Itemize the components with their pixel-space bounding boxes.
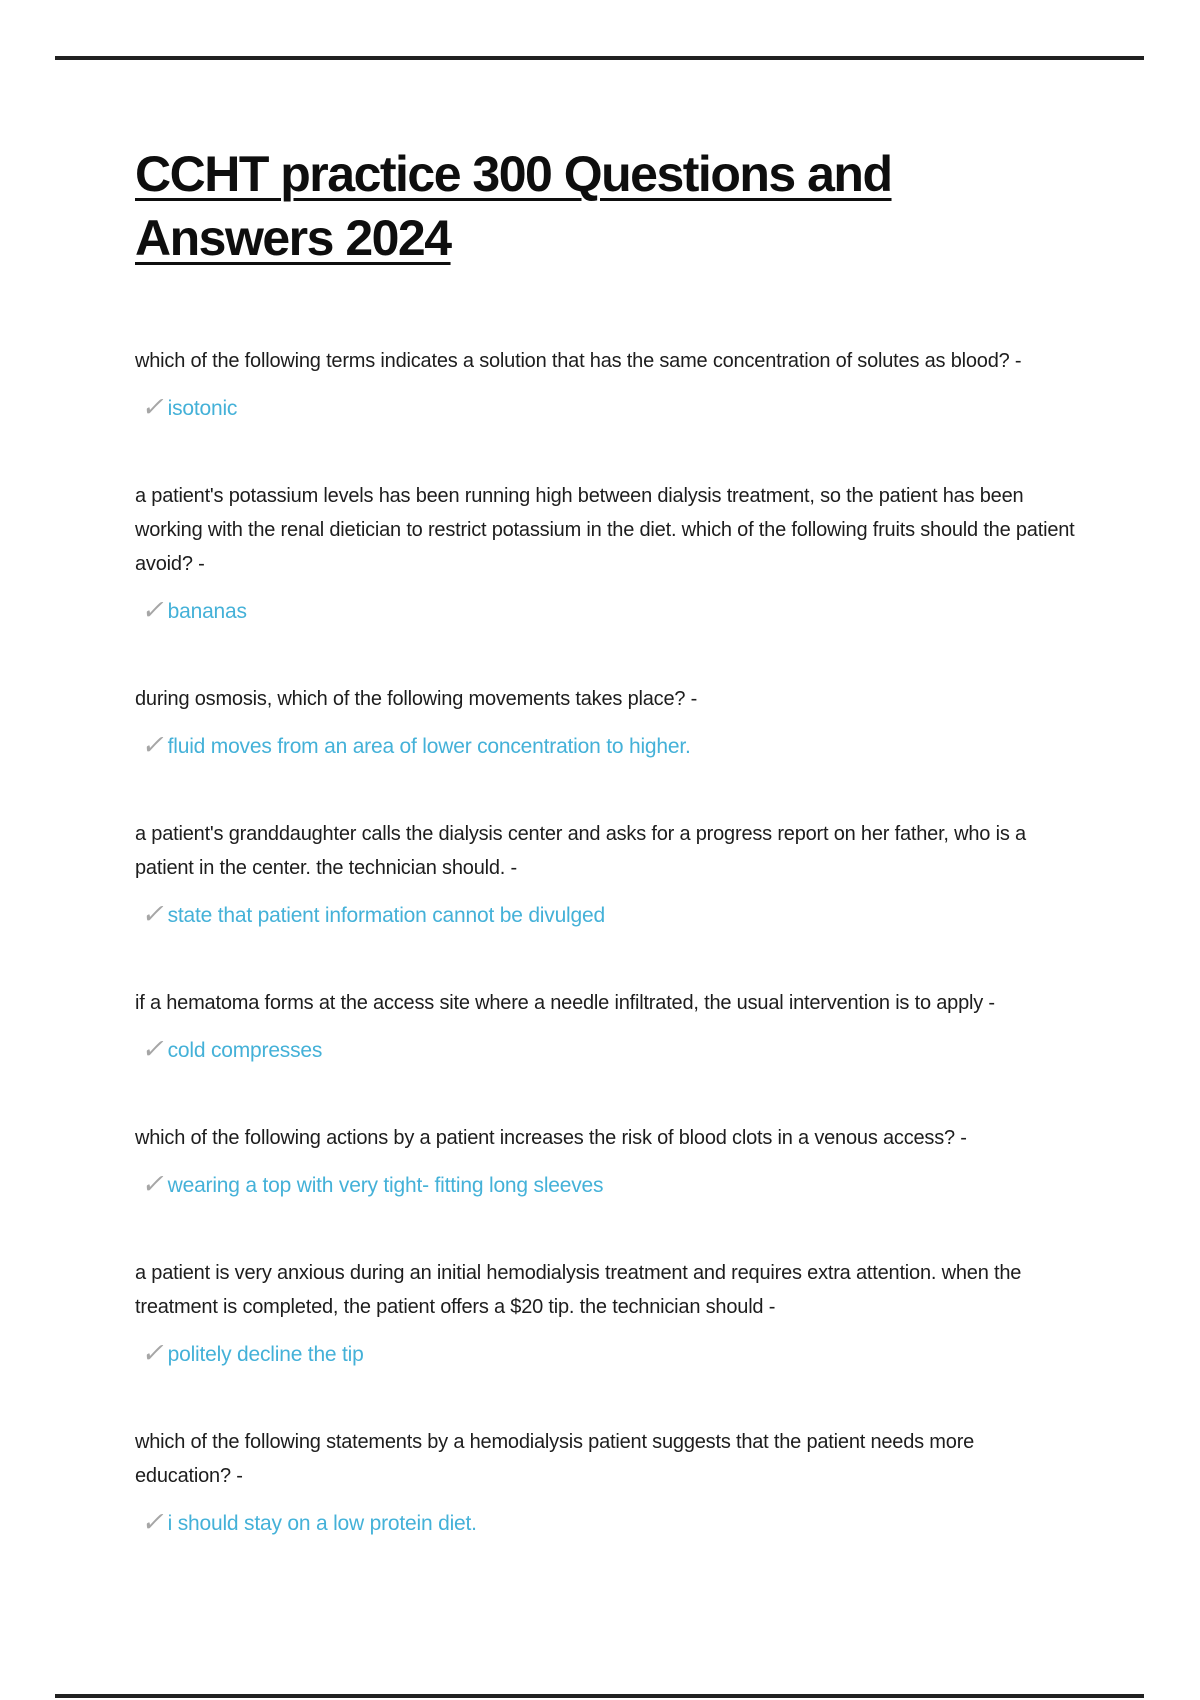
qa-item [135, 986, 1075, 1065]
answer-row [135, 596, 1075, 626]
answer-text: politely decline the tip [167, 1343, 364, 1366]
checkmark-icon: ✓ [141, 1507, 164, 1537]
answer-row [135, 1035, 1075, 1065]
question-text: which of the following statements by a hemodialysis patient suggests that the patient needs more education? - [135, 1431, 975, 1487]
answer-row [135, 1170, 1075, 1200]
checkmark-icon: ✓ [141, 1034, 164, 1064]
top-rule [55, 56, 1144, 60]
question-text: a patient is very anxious during an initial hemodialysis treatment and requires extra attention. when the treatment is completed, the patient offers a $20 tip. the technician should - [135, 1262, 1022, 1318]
question-text: which of the following actions by a patient increases the risk of blood clots in a venous access? - [135, 1127, 967, 1149]
bottom-rule [55, 1694, 1144, 1698]
qa-item [135, 1425, 1075, 1538]
answer-text: i should stay on a low protein diet. [167, 1512, 477, 1535]
qa-item [135, 1256, 1075, 1369]
question-text: if a hematoma forms at the access site where a needle infiltrated, the usual intervention is to apply - [135, 992, 995, 1014]
checkmark-icon: ✓ [141, 1338, 164, 1368]
checkmark-icon: ✓ [141, 899, 164, 929]
page-title: CCHT practice 300 Questions and Answers 2024 [135, 146, 892, 266]
checkmark-icon: ✓ [141, 595, 164, 625]
answer-text: bananas [167, 600, 247, 623]
answer-row [135, 731, 1075, 761]
qa-item [135, 479, 1075, 626]
qa-item [135, 682, 1075, 761]
page-content [135, 142, 1075, 1594]
answer-row [135, 393, 1075, 423]
question-text: a patient's granddaughter calls the dialysis center and asks for a progress report on her father, who is a patient in the center. the technician should. - [135, 823, 1026, 879]
answer-text: fluid moves from an area of lower concentration to higher. [167, 735, 691, 758]
checkmark-icon: ✓ [141, 1169, 164, 1199]
qa-item [135, 344, 1075, 423]
answer-text: wearing a top with very tight- fitting long sleeves [167, 1174, 604, 1197]
answer-row [135, 1508, 1075, 1538]
answer-row [135, 1339, 1075, 1369]
answer-row [135, 900, 1075, 930]
qa-item [135, 1121, 1075, 1200]
answer-text: state that patient information cannot be divulged [167, 904, 605, 927]
question-text: a patient's potassium levels has been running high between dialysis treatment, so the patient has been working with the renal dietician to restrict potassium in the diet. which of the following fruits should the patient avoid? - [135, 485, 1075, 575]
qa-list [135, 344, 1075, 1538]
question-text: during osmosis, which of the following movements takes place? - [135, 688, 698, 710]
qa-item [135, 817, 1075, 930]
checkmark-icon: ✓ [141, 392, 164, 422]
answer-text: cold compresses [167, 1039, 323, 1062]
answer-text: isotonic [167, 397, 238, 420]
question-text: which of the following terms indicates a solution that has the same concentration of solutes as blood? - [135, 350, 1022, 372]
checkmark-icon: ✓ [141, 730, 164, 760]
